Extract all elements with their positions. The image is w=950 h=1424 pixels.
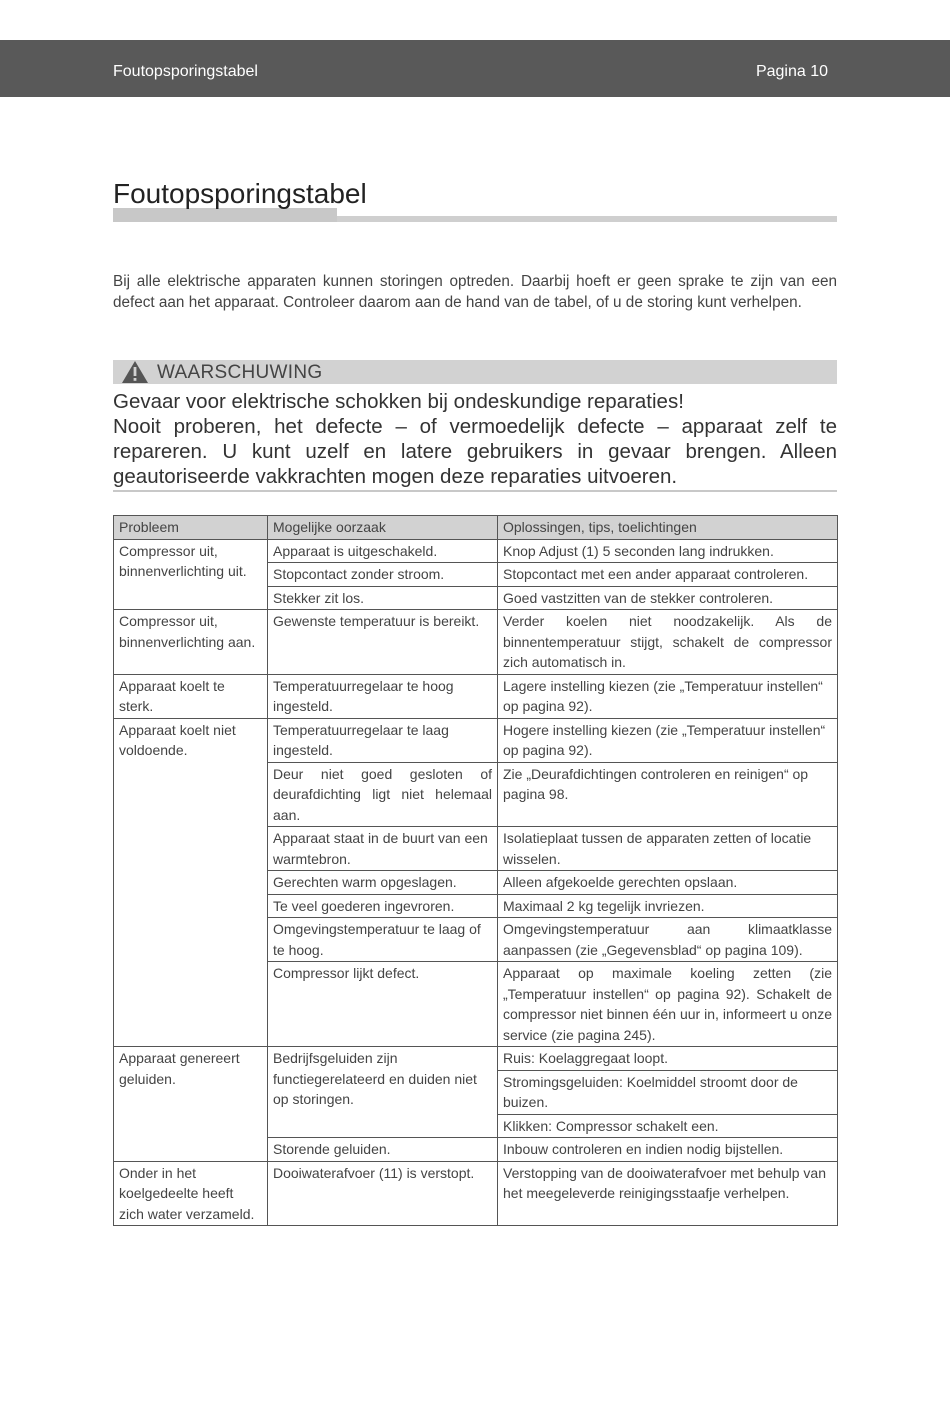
solution-cell: Maximaal 2 kg tegelijk invriezen. [498, 894, 838, 918]
problem-cell: Compressor uit, binnenverlichting uit. [114, 539, 268, 610]
column-header: Probleem [114, 516, 268, 540]
solution-cell: Goed vastzitten van de stekker controleren. [498, 586, 838, 610]
cause-cell: Gerechten warm opgeslagen. [268, 871, 498, 895]
page-header [0, 40, 950, 97]
table-header-row [114, 516, 838, 540]
table-row [114, 718, 838, 762]
solution-cell: Verstopping van de dooiwaterafvoer met behulp van het meegeleverde reinigingsstaafje verhelpen. [498, 1161, 838, 1226]
cause-cell: Stekker zit los. [268, 586, 498, 610]
warning-line-2: Nooit proberen, het defecte – of vermoedelijk defecte – apparaat zelf te repareren. U kunt uzelf en latere gebruikers in gevaar brengen. Alleen geautoriseerde vakkrachten mogen deze reparaties uitvoeren. [113, 415, 837, 488]
table-row [114, 1047, 838, 1071]
solution-cell: Stromingsgeluiden: Koelmiddel stroomt door de buizen. [498, 1070, 838, 1114]
problem-cell: Onder in het koelgedeelte heeft zich water verzameld. [114, 1161, 268, 1226]
solution-cell: Knop Adjust (1) 5 seconden lang indrukken. [498, 539, 838, 563]
solution-cell: Klikken: Compressor schakelt een. [498, 1114, 838, 1138]
page-title: Foutopsporingstabel [113, 178, 367, 209]
solution-cell: Isolatieplaat tussen de apparaten zetten of locatie wisselen. [498, 827, 838, 871]
warning-text [113, 389, 837, 489]
solution-cell: Apparaat op maximale koeling zetten (zie „Temperatuur instellen“ op pagina 92). Schakelt de compressor niet binnen één uur in, informeert u onze service (zie pagina 245). [498, 962, 838, 1047]
warning-line-1: Gevaar voor elektrische schokken bij ondeskundige reparaties! [113, 390, 684, 413]
solution-cell: Omgevingstemperatuur aan klimaatklasse aanpassen (zie „Gegevensblad“ op pagina 109). [498, 918, 838, 962]
troubleshooting-table [113, 515, 838, 1226]
solution-cell: Ruis: Koelaggregaat loopt. [498, 1047, 838, 1071]
solution-cell: Verder koelen niet noodzakelijk. Als de binnentemperatuur stijgt, schakelt de compressor zich automatisch in. [498, 610, 838, 675]
problem-cell: Apparaat koelt te sterk. [114, 674, 268, 718]
title-underline-accent [113, 208, 337, 222]
page-number: Pagina 10 [755, 63, 828, 80]
warning-triangle-icon [121, 360, 149, 389]
cause-cell: Apparaat staat in de buurt van een warmtebron. [268, 827, 498, 871]
problem-cell: Apparaat genereert geluiden. [114, 1047, 268, 1162]
table-row [114, 1161, 838, 1226]
warning-underline [113, 490, 837, 492]
cause-cell: Deur niet goed gesloten of deurafdichting ligt niet helemaal aan. [268, 762, 498, 827]
problem-cell: Apparaat koelt niet voldoende. [114, 718, 268, 1047]
cause-cell: Temperatuurregelaar te laag ingesteld. [268, 718, 498, 762]
table-row [114, 610, 838, 675]
cause-cell: Storende geluiden. [268, 1138, 498, 1162]
cause-cell: Apparaat is uitgeschakeld. [268, 539, 498, 563]
solution-cell: Stopcontact met een ander apparaat controleren. [498, 563, 838, 587]
warning-label: WAARSCHUWING [157, 362, 323, 383]
cause-cell: Temperatuurregelaar te hoog ingesteld. [268, 674, 498, 718]
column-header: Oplossingen, tips, toelichtingen [498, 516, 838, 540]
column-header: Mogelijke oorzaak [268, 516, 498, 540]
cause-cell: Bedrijfsgeluiden zijn functiegerelateerd en duiden niet op storingen. [268, 1047, 498, 1138]
intro-paragraph: Bij alle elektrische apparaten kunnen storingen optreden. Daarbij hoeft er geen sprake te zijn van een defect aan het apparaat. Controleer daarom aan de hand van de tabel, of u de storing kunt verhelpen. [113, 273, 837, 311]
header-title: Foutopsporingstabel [113, 63, 258, 80]
solution-cell: Alleen afgekoelde gerechten opslaan. [498, 871, 838, 895]
table-row [114, 539, 838, 563]
solution-cell: Zie „Deurafdichtingen controleren en reinigen“ op pagina 98. [498, 762, 838, 827]
cause-cell: Compressor lijkt defect. [268, 962, 498, 1047]
cause-cell: Omgevingstemperatuur te laag of te hoog. [268, 918, 498, 962]
solution-cell: Lagere instelling kiezen (zie „Temperatuur instellen“ op pagina 92). [498, 674, 838, 718]
cause-cell: Stopcontact zonder stroom. [268, 563, 498, 587]
solution-cell: Inbouw controleren en indien nodig bijstellen. [498, 1138, 838, 1162]
cause-cell: Gewenste temperatuur is bereikt. [268, 610, 498, 675]
warning-banner [113, 360, 837, 384]
table-row [114, 674, 838, 718]
cause-cell: Dooiwaterafvoer (11) is verstopt. [268, 1161, 498, 1226]
problem-cell: Compressor uit, binnenverlichting aan. [114, 610, 268, 675]
solution-cell: Hogere instelling kiezen (zie „Temperatuur instellen“ op pagina 92). [498, 718, 838, 762]
cause-cell: Te veel goederen ingevroren. [268, 894, 498, 918]
